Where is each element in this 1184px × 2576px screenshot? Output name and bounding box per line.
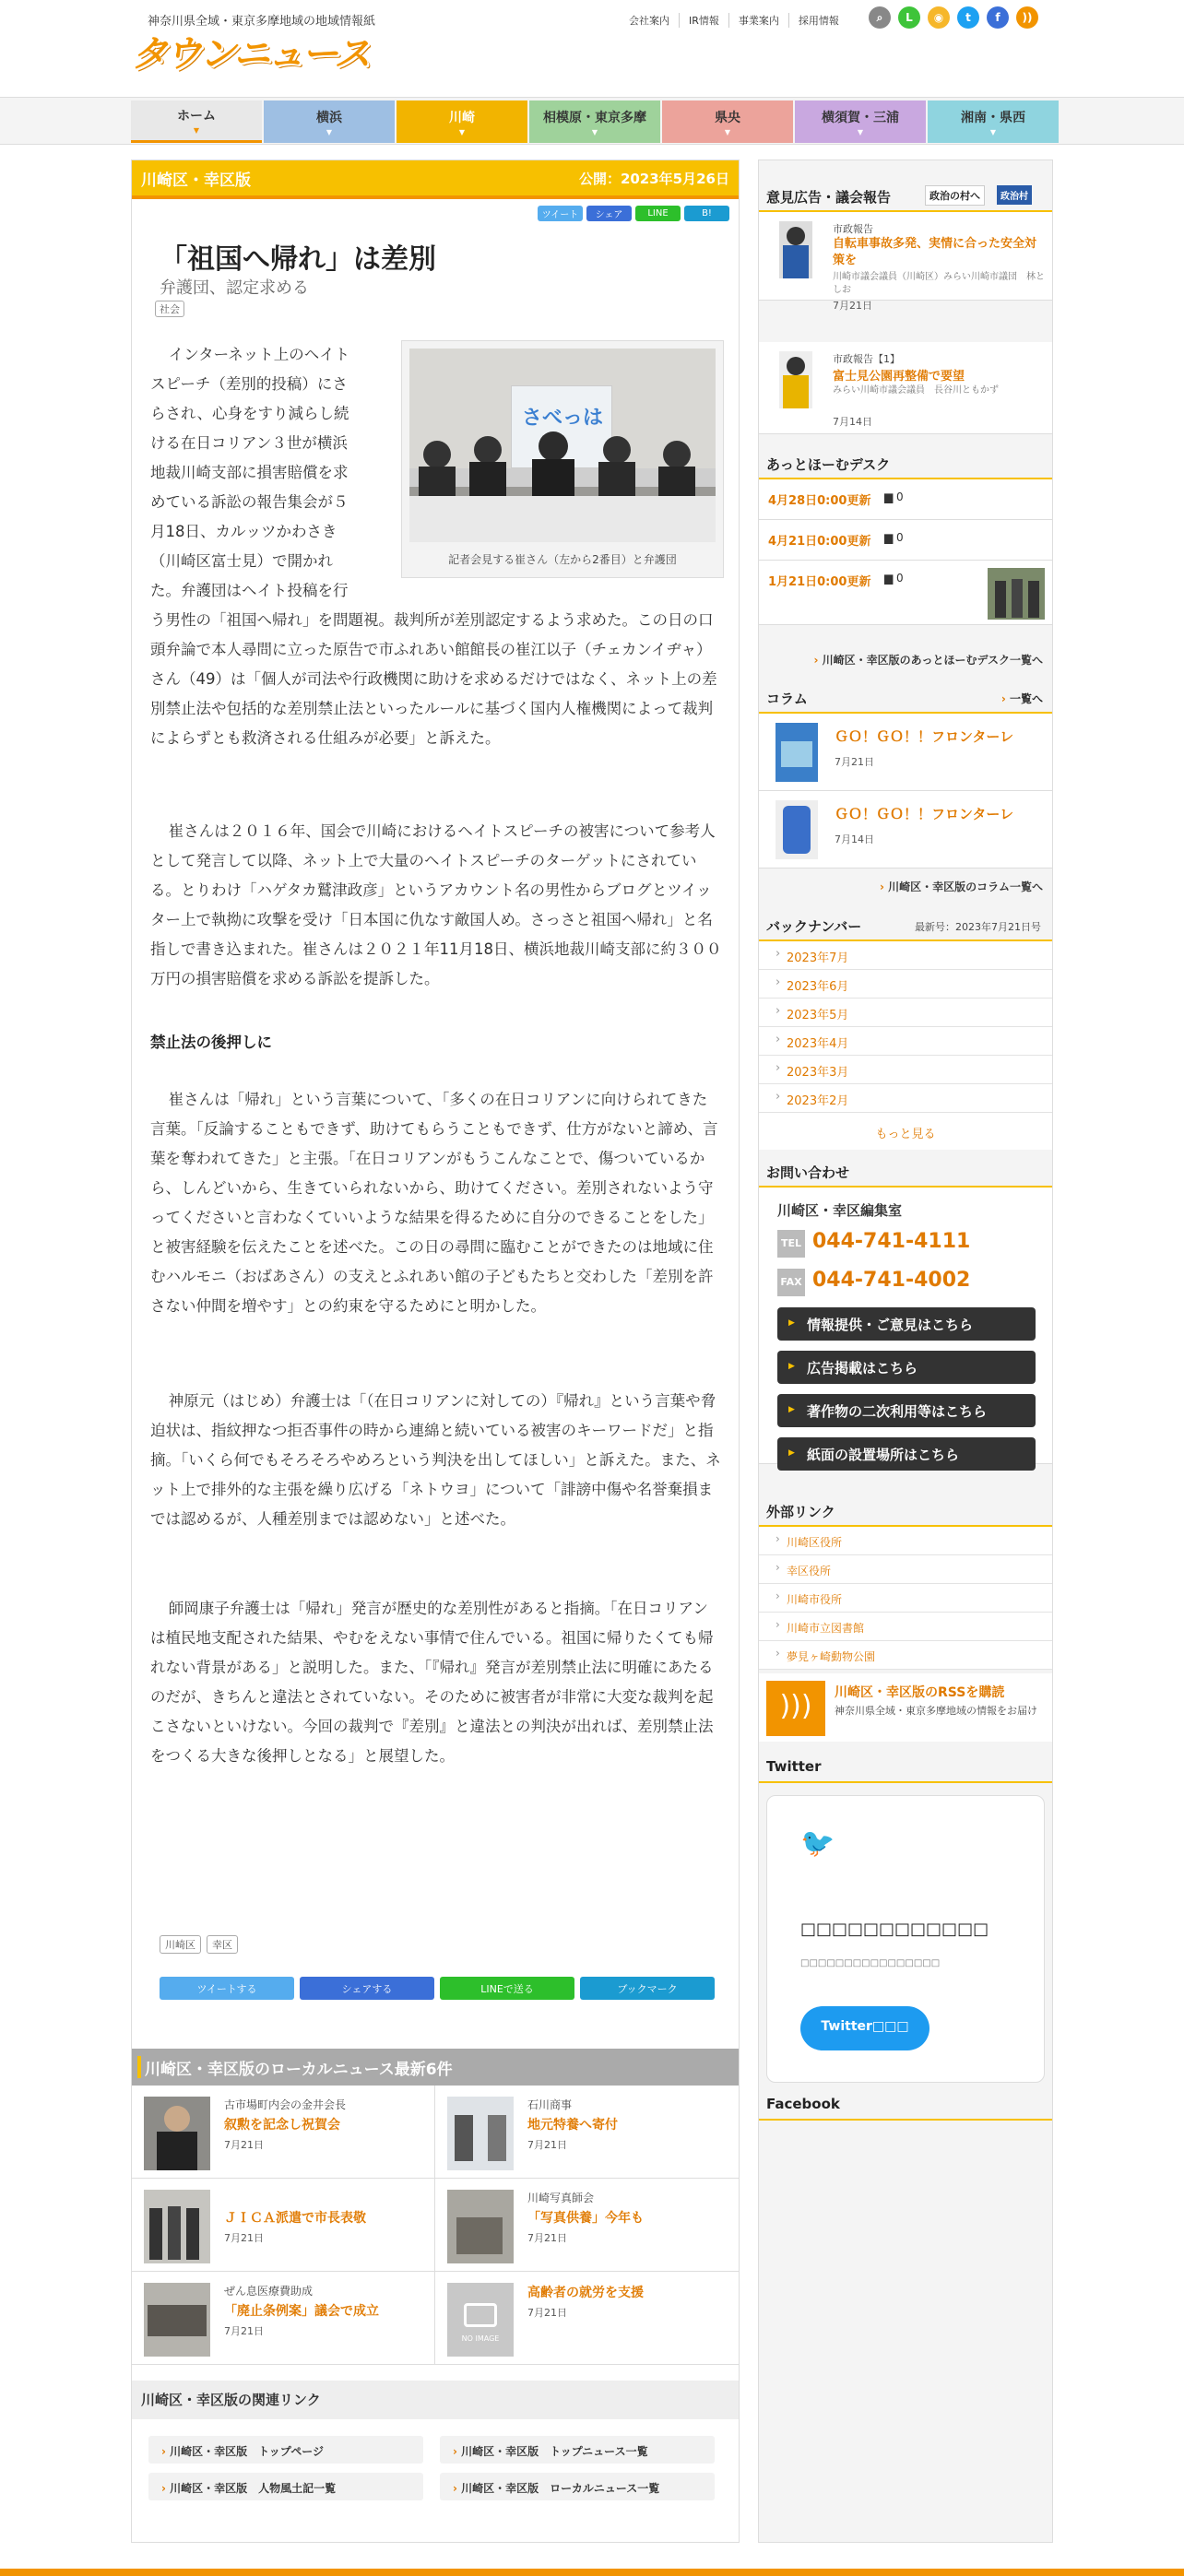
politics-village-badge[interactable]: 政治の村へ (925, 185, 985, 206)
article-paragraph-1-lead: インターネット上のヘイト スピーチ（差別的投稿）にさ らされ、心身をすり減らし続 ける在日コリアン３世が横浜 地裁川崎支部に損害賠償を求 めている訴訟の報告集会が５ 月18日、カルッツかわさき （川崎区富士見）で開かれ た。弁護団はヘイト投稿を行 (150, 346, 350, 599)
article-subtitle: 弁護団、認定求める (160, 278, 309, 298)
column-thumbnail (776, 723, 818, 782)
top-link-business[interactable]: 事業案内 (729, 13, 789, 28)
external-link[interactable]: › 川崎市役所 (759, 1584, 1052, 1613)
news-item[interactable]: ＪＩＣＡ派遣で市長表敬 7月21日 (132, 2179, 435, 2272)
article-paragraph-4: 神原元（はじめ）弁護士は「（在日コリアンに対しての）『帰れ』という言葉や脅迫状は、指紋押なつ拒否事件の時から連綿と続いている被害のキーワードだ」と指摘。「いくら何でもそろそろやめろという判決を出してほしい」と訴えた。また、ネット上で排外的な主張を繰り広げる「ネトウヨ」について「誹謗中傷や名誉棄損までは認めるが、人種差別までは認めない」と述べた。 (150, 1392, 721, 1528)
athome-item[interactable]: 4月21日0:00更新 ▆ 0 (759, 520, 1052, 561)
article-column (131, 160, 740, 2543)
site-header (0, 0, 1184, 97)
share-line-small[interactable]: LINE (635, 206, 681, 221)
news-item[interactable]: NO IMAGE 高齢者の就労を支援 7月21日 (435, 2272, 739, 2365)
news-item[interactable]: 古市場町内会の金井会長 叙勲を記念し祝賀会 7月21日 (132, 2086, 435, 2179)
article-paragraph-3: 崔さんは「帰れ」という言葉について、「多くの在日コリアンに向けられてきた言葉。「反論することもできず、助けてもらうこともできず、仕方がないと諦め、言葉を奪われてきた」と主張。「在日コリアンがもうこんなことで、傷ついているから、しんどいから、生きていられないから、助けてください。差別されないよう守ってくださいと言わなくていいような結果を得るために自分のできることをした」と被害経験を伝えたことを述べた。この日の尋問に臨むことができたのは地域に住むハルモニ（おばあさん）の支えとふれあい館の子どもたちと交わした「差別を許さない仲間を増やす」との約束を守るためにと明かした。 (150, 1091, 718, 1315)
chevron-down-icon: ▼ (193, 126, 200, 135)
top-links (620, 13, 848, 28)
twitter-icon[interactable]: t (957, 6, 979, 29)
comment-icon: ▆ (884, 531, 897, 544)
copyright-button[interactable]: ▶ 著作物の二次利用等はこちら (777, 1394, 1036, 1427)
article-paragraph-1-rest: う男性の「祖国へ帰れ」を問題視。裁判所が差別認定するよう求めた。この日の口頭弁論で本人尋問に立った原告で市ふれあい館館長の崔江以子（チェカンイヂャ）さん（49）は「個人が司法や行政機関に助けを求めるだけではなく、ネット上の差別禁止法や包括的な差別禁止法といったルールに基づく国内人権機関によって裁判によらずとも救済される仕組みが必要」と訴えた。 (150, 611, 717, 747)
athome-thumbnail (988, 568, 1045, 620)
external-links-header: 外部リンク (759, 1495, 1052, 1527)
chevron-down-icon: ▼ (724, 127, 731, 136)
top-link-company[interactable]: 会社案内 (620, 13, 680, 28)
external-link[interactable]: › 川崎区役所 (759, 1527, 1052, 1555)
column-header: コラム › 一覧へ (759, 682, 1052, 714)
rss-subscribe[interactable]: ))) 川崎区・幸区版のRSSを購読 神奈川県全域・東京多摩地域の情報をお届け (759, 1673, 1052, 1742)
contact-header: お問い合わせ (759, 1156, 1052, 1188)
tel-icon: TEL (777, 1230, 805, 1258)
site-tagline: 神奈川県全域・東京多摩地域の地域情報紙 (148, 15, 376, 29)
share-top (538, 206, 729, 221)
fax-icon: FAX (777, 1269, 805, 1296)
chevron-down-icon: ▼ (857, 127, 864, 136)
related-link[interactable]: › 川崎区・幸区版 トップニュース一覧 (440, 2436, 715, 2464)
line-icon[interactable]: L (898, 6, 920, 29)
external-link[interactable]: › 夢見ヶ崎動物公園 (759, 1641, 1052, 1670)
share-tweet-button[interactable]: ツイートする (160, 1977, 294, 2000)
facebook-header: Facebook (759, 2089, 1052, 2121)
search-icon[interactable]: ⌕ (869, 6, 891, 29)
fax-number: 044-741-4002 (812, 1269, 971, 1292)
twitter-header: Twitter (759, 1752, 1052, 1783)
nav-tab-kenou[interactable]: 県央 ▼ (662, 100, 793, 143)
news-item[interactable]: 石川商事 地元特養へ寄付 7月21日 (435, 2086, 739, 2179)
site-logo[interactable]: タウンニュース (131, 32, 368, 76)
backnumber-more-link[interactable]: もっと見る (759, 1113, 1052, 1150)
external-link[interactable]: › 川崎市立図書館 (759, 1613, 1052, 1641)
news-thumbnail (144, 2097, 210, 2170)
main-nav-bar (0, 97, 1184, 145)
local-news-header: 川崎区・幸区版のローカルニュース最新6件 (132, 2049, 739, 2086)
politics-logo[interactable]: 政治村 (997, 185, 1032, 205)
opinion-header: 意見広告・議会報告 政治の村へ 政治村 (759, 181, 1052, 212)
nav-tab-home[interactable]: ホーム ▼ (131, 100, 262, 143)
column-more-link[interactable]: › 川崎区・幸区版のコラム一覧へ (879, 880, 1043, 893)
athome-item[interactable]: 1月21日0:00更新 ▆ 0 (759, 561, 1052, 625)
politician-photo (779, 351, 812, 408)
article-title: 「祖国へ帰れ」は差別 (160, 243, 436, 276)
news-thumbnail (144, 2190, 210, 2263)
category-tag[interactable]: 社会 (155, 301, 184, 317)
news-item[interactable]: 川崎写真師会 「写真供養」今年も 7月21日 (435, 2179, 739, 2272)
sidebar (758, 160, 1053, 2543)
rss-icon[interactable]: )) (1016, 6, 1038, 29)
rss-icon: ))) (766, 1681, 825, 1736)
tag-kawasaki-ku[interactable]: 川崎区 (160, 1935, 201, 1954)
chevron-down-icon: ▼ (591, 127, 598, 136)
tel-number[interactable]: 044-741-4111 (812, 1230, 971, 1253)
comment-icon: ▆ (884, 572, 897, 585)
athome-item[interactable]: 4月28日0:00更新 ▆ 0 (759, 479, 1052, 520)
contact-box: 川崎区・幸区編集室 TEL 044-741-4111 FAX 044-741-4002 ▶ 情報提供・ご意見はこちら ▶ 広告掲載はこちら ▶ 著作物の二次利用等はこちら ▶ 紙面の設置場所はこちら (759, 1188, 1052, 1464)
share-line-button[interactable]: LINEで送る (440, 1977, 574, 2000)
chevron-right-icon: › (161, 2445, 171, 2458)
twitter-bird-icon: 🐦 (800, 1827, 835, 1860)
chevron-down-icon: ▼ (458, 127, 466, 136)
twitter-embed: 🐦 □□□□□□□□□□□□ □□□□□□□□□□□□□□□□ Twitter□□□ (766, 1795, 1045, 2083)
backnumber-item[interactable]: › 2023年6月 (759, 970, 1052, 998)
related-link[interactable]: › 川崎区・幸区版 ローカルニュース一覧 (440, 2473, 715, 2500)
athome-more-link[interactable]: › 川崎区・幸区版のあっとほーむデスク一覧へ (813, 654, 1043, 667)
nav-tab-sagamihara[interactable]: 相模原・東京多摩 ▼ (529, 100, 660, 143)
social-icons (869, 6, 1038, 29)
chevron-right-icon: › (453, 2482, 462, 2495)
opinion-item[interactable]: 市政報告【1】 富士見公園再整備で要望 みらい川崎市議会議員 長谷川ともかず 7月14日 (759, 342, 1052, 434)
feed-icon[interactable]: ◉ (928, 6, 950, 29)
facebook-icon[interactable]: f (987, 6, 1009, 29)
backnumber-header: バックナンバー 最新号：2023年7月21日号 (759, 910, 1052, 941)
top-link-ir[interactable]: IR情報 (680, 13, 729, 28)
ad-placement-button[interactable]: ▶ 広告掲載はこちら (777, 1351, 1036, 1384)
share-hatena-small[interactable]: B! (684, 206, 729, 221)
external-link[interactable]: › 幸区役所 (759, 1555, 1052, 1584)
share-facebook-button[interactable]: シェアする (300, 1977, 434, 2000)
article-photo[interactable] (401, 340, 724, 578)
politician-photo (779, 221, 812, 278)
nav-tab-kawasaki[interactable]: 川崎 ▼ (397, 100, 527, 143)
top-link-recruit[interactable]: 採用情報 (798, 15, 839, 27)
chevron-right-icon: › (453, 2445, 462, 2458)
chevron-right-icon: › (161, 2482, 171, 2495)
athome-header: あっとほーむデスク (759, 448, 1052, 479)
twitter-follow-button[interactable]: Twitter□□□ (800, 2006, 929, 2050)
distribution-button[interactable]: ▶ 紙面の設置場所はこちら (777, 1437, 1036, 1471)
bottom-tags (160, 1935, 238, 1954)
backnumber-item[interactable]: › 2023年5月 (759, 998, 1052, 1027)
column-thumbnail (776, 800, 818, 859)
tag-saiwai-ku[interactable]: 幸区 (207, 1935, 238, 1954)
edition-name: 川崎区・幸区版 (141, 171, 251, 190)
article-paragraph-2: 崔さんは２０１６年、国会で川崎におけるヘイトスピーチの被害について参考人として発言して以降、ネット上で大量のヘイトスピーチのターゲットにされている。とりわけ「ハゲタカ鷲津政彦」というアカウント名の男性からブログとツイッター上で執拗に攻撃を受け「日本国に仇なす敵国人め。さっさと祖国へ帰れ」と名指しで書き込まれた。崔さんは２０２１年11月18日、横浜地裁川崎支部に約３００万円の損害賠償を求める訴訟を提訴した。 (150, 822, 722, 987)
share-bookmark-button[interactable]: ブックマーク (580, 1977, 715, 2000)
share-bottom (160, 1977, 715, 2000)
backnumber-item[interactable]: › 2023年7月 (759, 941, 1052, 970)
edition-bar (132, 160, 739, 199)
comment-icon: ▆ (884, 490, 897, 503)
share-facebook-small[interactable]: シェア (586, 206, 632, 221)
article-paragraph-5: 師岡康子弁護士は「帰れ」発言が歴史的な差別性があると指摘。「在日コリアンは植民地支配された結果、やむをえない事情で住んでいる。祖国に帰りたくても帰れない背景がある」と説明した。また、「『帰れ』発言が差別禁止法に明確にあたるのだが、きちんと違法とされていない。そのために被害者が非常に大変な裁判を起こさないといけない。今回の裁判で『差別』と違法との判決が出れば、差別禁止法をつくる大きな後押しとなる」と展望した。 (150, 1600, 714, 1765)
opinion-item[interactable]: 市政報告 自転車事故多発、実情に合った安全対策を 川崎市議会議員（川崎区）みらい川崎市議団 林としお 7月21日 (759, 212, 1052, 301)
nav-tab-yokosuka[interactable]: 横須賀・三浦 ▼ (795, 100, 926, 143)
related-links-header: 川崎区・幸区版の関連リンク (132, 2381, 739, 2419)
article-subheading: 禁止法の後押しに (150, 1034, 272, 1051)
nav-tab-yokohama[interactable]: 横浜 ▼ (264, 100, 395, 143)
nav-tab-shonan[interactable]: 湘南・県西 ▼ (928, 100, 1059, 143)
news-thumbnail (144, 2283, 210, 2357)
backnumber-item[interactable]: › 2023年4月 (759, 1027, 1052, 1056)
chevron-down-icon: ▼ (326, 127, 333, 136)
footer-bar (0, 2569, 1184, 2576)
column-list-link[interactable]: › 一覧へ (1000, 692, 1043, 705)
backnumber-item[interactable]: › 2023年2月 (759, 1084, 1052, 1113)
related-link[interactable]: › 川崎区・幸区版 トップページ (148, 2436, 423, 2464)
column-item[interactable]: ＧＯ！ＧＯ！！フロンターレ 7月14日 (759, 791, 1052, 869)
publish-date: 公開：2023年5月26日 (578, 170, 729, 187)
news-thumbnail (447, 2190, 514, 2263)
backnumber-item[interactable]: › 2023年3月 (759, 1056, 1052, 1084)
no-image-thumbnail: NO IMAGE (447, 2283, 514, 2357)
press-conference-image: さべっは (409, 349, 716, 542)
contact-info-button[interactable]: ▶ 情報提供・ご意見はこちら (777, 1307, 1036, 1341)
chevron-down-icon: ▼ (989, 127, 997, 136)
related-link[interactable]: › 川崎区・幸区版 人物風土記一覧 (148, 2473, 423, 2500)
news-item[interactable]: ぜん息医療費助成 「廃止条例案」議会で成立 7月21日 (132, 2272, 435, 2365)
photo-caption: 記者会見する崔さん（左から2番目）と弁護団 (448, 553, 677, 566)
news-thumbnail (447, 2097, 514, 2170)
column-item[interactable]: ＧＯ！ＧＯ！！フロンターレ 7月21日 (759, 714, 1052, 791)
share-tweet-small[interactable]: ツイート (538, 206, 583, 221)
